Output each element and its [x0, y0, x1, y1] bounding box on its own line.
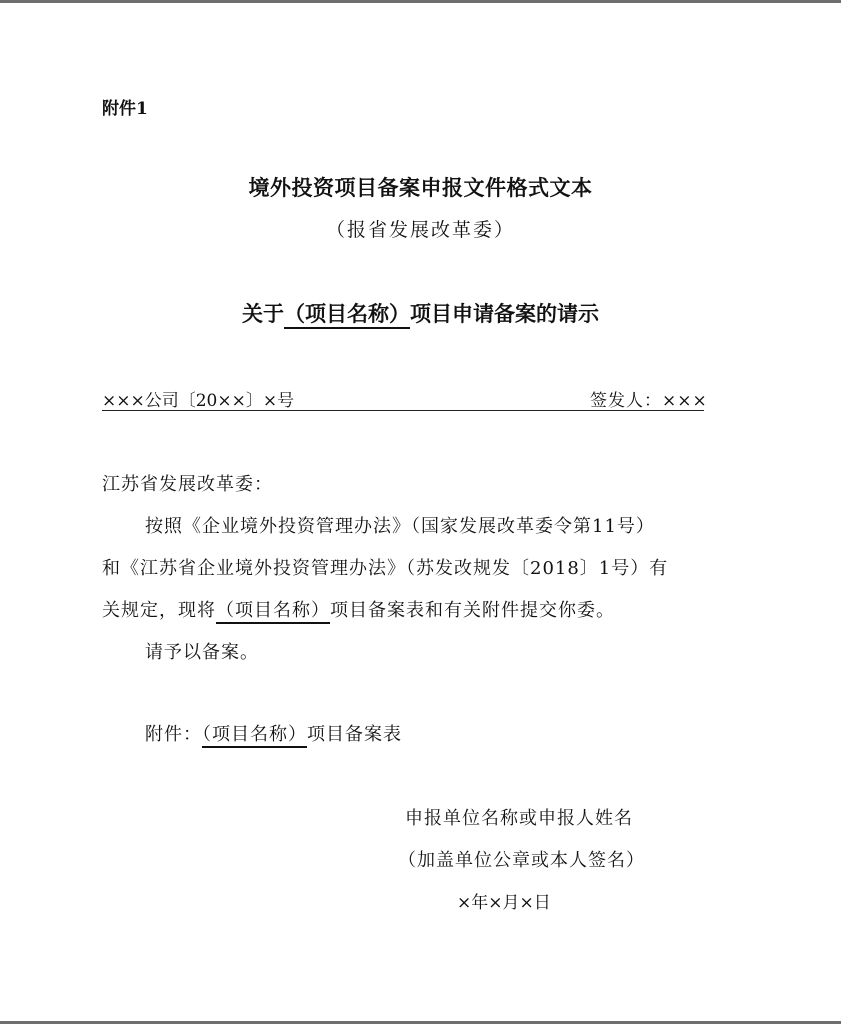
addressee: 江苏省发展改革委： [102, 474, 273, 495]
date-line: ×年×月×日 [457, 893, 551, 913]
body-line-3-suffix: 项目备案表和有关附件提交你委。 [330, 600, 615, 621]
attachment-suffix: 项目备案表 [307, 724, 402, 745]
signer-field: 签发人：××× [590, 391, 708, 411]
attachment-project-name-placeholder: （项目名称） [202, 724, 307, 748]
page-top-border [0, 0, 841, 3]
applicant-name-line: 申报单位名称或申报人姓名 [405, 808, 633, 829]
attachment-prefix: 附件： [145, 724, 202, 745]
heading-prefix: 关于 [242, 302, 284, 326]
request-sentence: 请予以备案。 [145, 642, 259, 663]
document-number: ×××公司〔20××〕×号 [102, 391, 295, 411]
heading-project-name-placeholder: （项目名称） [284, 302, 410, 329]
body-project-name-placeholder: （项目名称） [216, 600, 330, 624]
seal-or-signature-line: （加盖单位公章或本人签名） [398, 850, 645, 871]
attachment-line [145, 720, 402, 746]
body-line-2: 和《江苏省企业境外投资管理办法》（苏发改规发〔2018〕1号）有 [102, 558, 669, 579]
attachment-number-label: 附件1 [102, 99, 148, 119]
body-line-3 [102, 596, 615, 622]
body-line-3-prefix: 关规定，现将 [102, 600, 216, 621]
body-line-1: 按照《企业境外投资管理办法》（国家发展改革委令第11号） [145, 516, 655, 537]
heading-suffix: 项目申请备案的请示 [410, 302, 599, 326]
request-heading [0, 298, 841, 328]
document-title: 境外投资项目备案申报文件格式文本 [248, 175, 593, 200]
header-divider [102, 410, 704, 411]
document-subtitle: （报省发展改革委） [325, 219, 515, 241]
